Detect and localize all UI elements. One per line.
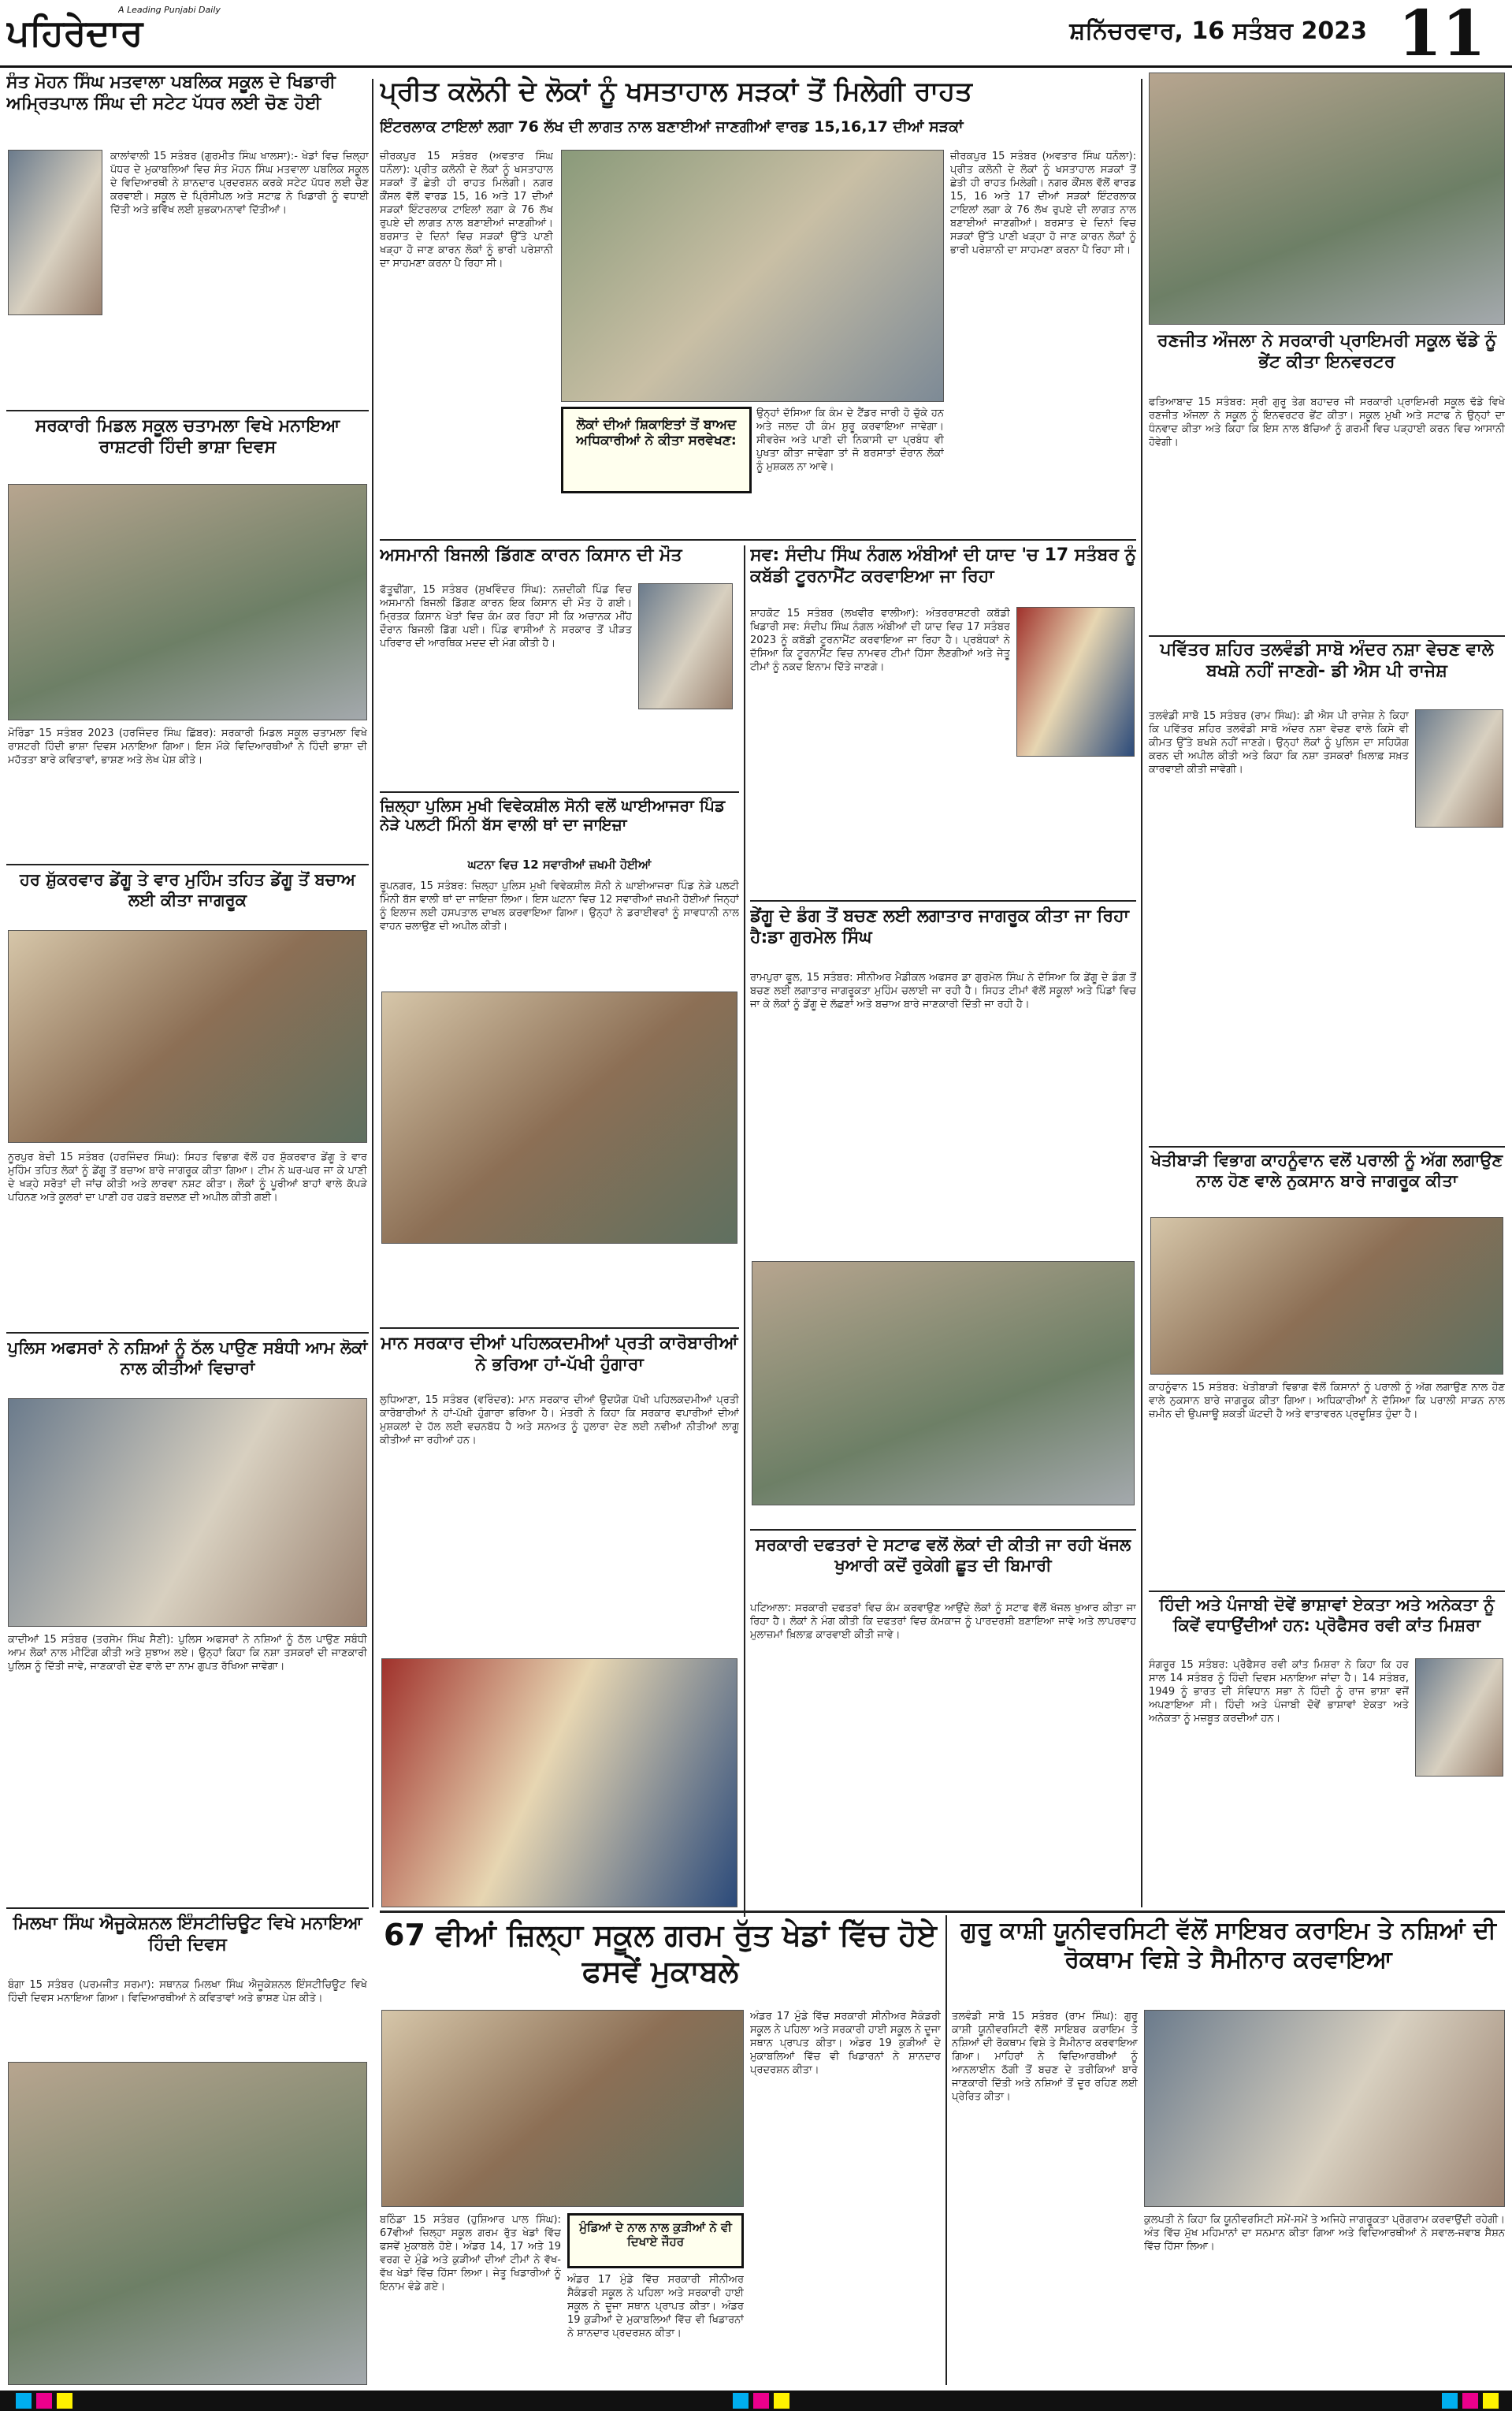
- magenta-registration-mark: [1462, 2393, 1478, 2409]
- article-body: ਫਤਿਆਬਾਦ 15 ਸਤੰਬਰ: ਸ੍ਰੀ ਗੁਰੂ ਤੇਗ ਬਹਾਦਰ ਜੀ ਸਰਕਾਰੀ ਪ੍ਰਾਇਮਰੀ ਸਕੂਲ ਢੱਡੇ ਵਿਖੇ ਰਣਜੀਤ ਔਜਲਾ ਨੇ ਸਕੂਲ ਨੂੰ ਇਨਵਰਟਰ ਭੇਂਟ ਕੀਤਾ। ਸਕੂਲ ਮੁਖੀ ਅਤੇ ਸਟਾਫ ਨੇ ਉਨ੍ਹਾਂ ਦਾ ਧੰਨਵਾਦ ਕੀਤਾ ਅਤੇ ਕਿਹਾ ਕਿ ਇਸ ਨਾਲ ਬੱਚਿਆਂ ਨੂੰ ਗਰਮੀ ਵਿਚ ਪੜ੍ਹਾਈ ਕਰਨ ਵਿਚ ਆਸਾਨੀ ਹੋਵੇਗੀ।: [1149, 396, 1505, 448]
- article-body: ਤਲਵੰਡੀ ਸਾਬੋ 15 ਸਤੰਬਰ (ਰਾਮ ਸਿੰਘ): ਡੀ ਐਸ ਪੀ ਰਾਜੇਸ਼ ਨੇ ਕਿਹਾ ਕਿ ਪਵਿੱਤਰ ਸ਼ਹਿਰ ਤਲਵੰਡੀ ਸਾਬੋ ਅੰਦਰ ਨਸ਼ਾ ਵੇਚਣ ਵਾਲੇ ਕਿਸੇ ਵੀ ਕੀਮਤ ਉੱਤੇ ਬਖਸ਼ੇ ਨਹੀਂ ਜਾਣਗੇ। ਉਨ੍ਹਾਂ ਲੋਕਾਂ ਨੂੰ ਪੁਲਿਸ ਦਾ ਸਹਿਯੋਗ ਕਰਨ ਦੀ ਅਪੀਲ ਕੀਤੀ ਅਤੇ ਕਿਹਾ ਕਿ ਨਸ਼ਾ ਤਸਕਰਾਂ ਖ਼ਿਲਾਫ਼ ਸਖ਼ਤ ਕਾਰਵਾਈ ਕੀਤੀ ਜਾਵੇਗੀ।: [1149, 710, 1409, 776]
- police-meeting-photo: [8, 1398, 367, 1627]
- divider: [380, 1327, 739, 1329]
- yellow-registration-mark: [57, 2393, 72, 2409]
- seminar-photo: [1144, 2010, 1505, 2207]
- article-body: ਮੋਰਿੰਡਾ 15 ਸਤੰਬਰ 2023 (ਹਰਜਿੰਦਰ ਸਿੰਘ ਛਿੱਬਰ): ਸਰਕਾਰੀ ਮਿਡਲ ਸਕੂਲ ਚਤਾਮਲਾ ਵਿਖੇ ਰਾਸ਼ਟਰੀ ਹਿੰਦੀ ਭਾਸ਼ਾ ਦਿਵਸ ਮਨਾਇਆ ਗਿਆ। ਇਸ ਮੌਕੇ ਵਿਦਿਆਰਥੀਆਂ ਨੇ ਹਿੰਦੀ ਭਾਸ਼ਾ ਦੀ ਮਹੱਤਤਾ ਬਾਰੇ ਕਵਿਤਾਵਾਂ, ਭਾਸ਼ਣ ਅਤੇ ਲੇਖ ਪੇਸ਼ ਕੀਤੇ।: [8, 727, 367, 766]
- pull-quote: ਲੋਕਾਂ ਦੀਆਂ ਸ਼ਿਕਾਇਤਾਂ ਤੋਂ ਬਾਅਦ ਅਧਿਕਾਰੀਆਂ ਨੇ ਕੀਤਾ ਸਰਵੇਖਣ:: [561, 407, 752, 493]
- article-headline: ਸਵ: ਸੰਦੀਪ ਸਿੰਘ ਨੰਗਲ ਅੰਬੀਆਂ ਦੀ ਯਾਦ 'ਚ 17 ਸਤੰਬਰ ਨੂੰ ਕਬੱਡੀ ਟੂਰਨਾਮੈਂਟ ਕਰਵਾਇਆ ਜਾ ਰਿਹਾ: [750, 545, 1136, 586]
- cyan-registration-mark: [1442, 2393, 1458, 2409]
- article-headline: ਪੁਲਿਸ ਅਫਸਰਾਂ ਨੇ ਨਸ਼ਿਆਂ ਨੂੰ ਠੱਲ ਪਾਉਣ ਸਬੰਧੀ ਆਮ ਲੋਕਾਂ ਨਾਲ ਕੀਤੀਆਂ ਵਿਚਾਰਾਂ: [7, 1338, 368, 1378]
- newspaper-logo: ਪਹਿਰੇਦਾਰ: [6, 11, 143, 54]
- magenta-registration-mark: [36, 2393, 52, 2409]
- divider: [380, 791, 739, 793]
- farmer-portrait-photo: [638, 583, 733, 709]
- article-headline: ਮਿਲਖਾ ਸਿੰਘ ਐਜੂਕੇਸ਼ਨਲ ਇੰਸਟੀਚਿਊਟ ਵਿਖੇ ਮਨਾਇਆ ਹਿੰਦੀ ਦਿਵਸ: [13, 1914, 362, 1955]
- article-body: ਅੰਡਰ 17 ਮੁੰਡੇ ਵਿੱਚ ਸਰਕਾਰੀ ਸੀਨੀਅਰ ਸੈਕੰਡਰੀ ਸਕੂਲ ਨੇ ਪਹਿਲਾ ਅਤੇ ਸਰਕਾਰੀ ਹਾਈ ਸਕੂਲ ਨੇ ਦੂਜਾ ਸਥਾਨ ਪ੍ਰਾਪਤ ਕੀਤਾ। ਅੰਡਰ 19 ਕੁੜੀਆਂ ਦੇ ਮੁਕਾਬਲਿਆਂ ਵਿੱਚ ਵੀ ਖਿਡਾਰਨਾਂ ਨੇ ਸ਼ਾਨਦਾਰ ਪ੍ਰਦਰਸ਼ਨ ਕੀਤਾ।: [750, 2011, 941, 2076]
- article-headline: ਖੇਤੀਬਾੜੀ ਵਿਭਾਗ ਕਾਹਨੂੰਵਾਨ ਵਲੋਂ ਪਰਾਲੀ ਨੂੰ ਅੱਗ ਲਗਾਉਣ ਨਾਲ ਹੋਣ ਵਾਲੇ ਨੁਕਸਾਨ ਬਾਰੇ ਜਾਗਰੂਕ ਕੀਤਾ: [1150, 1151, 1503, 1190]
- column-rule: [744, 545, 745, 1917]
- article-body: ਕਾਹਨੂੰਵਾਨ 15 ਸਤੰਬਰ: ਖੇਤੀਬਾੜੀ ਵਿਭਾਗ ਵੱਲੋਂ ਕਿਸਾਨਾਂ ਨੂੰ ਪਰਾਲੀ ਨੂੰ ਅੱਗ ਲਗਾਉਣ ਨਾਲ ਹੋਣ ਵਾਲੇ ਨੁਕਸਾਨ ਬਾਰੇ ਜਾਗਰੂਕ ਕੀਤਾ ਗਿਆ। ਅਧਿਕਾਰੀਆਂ ਨੇ ਦੱਸਿਆ ਕਿ ਪਰਾਲੀ ਸਾੜਨ ਨਾਲ ਜ਼ਮੀਨ ਦੀ ਉਪਜਾਊ ਸ਼ਕਤੀ ਘੱਟਦੀ ਹੈ ਅਤੇ ਵਾਤਾਵਰਨ ਪ੍ਰਦੂਸ਼ਿਤ ਹੁੰਦਾ ਹੈ।: [1149, 1382, 1505, 1420]
- kabaddi-player-photo: [1016, 607, 1135, 757]
- divider: [1149, 1591, 1505, 1592]
- article-subheadline: ਘਟਨਾ ਵਿਚ 12 ਸਵਾਰੀਆਂ ਜ਼ਖਮੀ ਹੋਈਆਂ: [467, 858, 652, 872]
- article-body: ਕੁਲਪਤੀ ਨੇ ਕਿਹਾ ਕਿ ਯੂਨੀਵਰਸਿਟੀ ਸਮੇਂ-ਸਮੇਂ ਤੇ ਅਜਿਹੇ ਜਾਗਰੂਕਤਾ ਪ੍ਰੋਗਰਾਮ ਕਰਵਾਉਂਦੀ ਰਹੇਗੀ। ਅੰਤ ਵਿੱਚ ਮੁੱਖ ਮਹਿਮਾਨਾਂ ਦਾ ਸਨਮਾਨ ਕੀਤਾ ਗਿਆ ਅਤੇ ਵਿਦਿਆਰਥੀਆਂ ਨੇ ਸਵਾਲ-ਜਵਾਬ ਸੈਸ਼ਨ ਵਿੱਚ ਹਿੱਸਾ ਲਿਆ।: [1144, 2214, 1505, 2253]
- article-body: ਕਾਦੀਆਂ 15 ਸਤੰਬਰ (ਤਰਸੇਮ ਸਿੰਘ ਸੈਣੀ): ਪੁਲਿਸ ਅਫਸਰਾਂ ਨੇ ਨਸ਼ਿਆਂ ਨੂੰ ਠੱਲ ਪਾਉਣ ਸਬੰਧੀ ਆਮ ਲੋਕਾਂ ਨਾਲ ਮੀਟਿੰਗ ਕੀਤੀ ਅਤੇ ਸੁਝਾਅ ਲਏ। ਉਨ੍ਹਾਂ ਕਿਹਾ ਕਿ ਨਸ਼ਾ ਤਸਕਰਾਂ ਦੀ ਜਾਣਕਾਰੀ ਪੁਲਿਸ ਨੂੰ ਦਿੱਤੀ ਜਾਵੇ, ਜਾਣਕਾਰੀ ਦੇਣ ਵਾਲੇ ਦਾ ਨਾਮ ਗੁਪਤ ਰੱਖਿਆ ਜਾਵੇਗਾ।: [8, 1634, 367, 1672]
- divider: [750, 900, 1136, 902]
- divider: [6, 864, 369, 865]
- divider: [380, 1911, 1505, 1913]
- dsp-portrait-photo: [1415, 709, 1503, 828]
- article-headline: ਅਸਮਾਨੀ ਬਿਜਲੀ ਡਿੱਗਣ ਕਾਰਨ ਕਿਸਾਨ ਦੀ ਮੌਤ: [380, 545, 682, 565]
- article-body: ਜ਼ੀਰਕਪੁਰ 15 ਸਤੰਬਰ (ਅਵਤਾਰ ਸਿੰਘ ਧਨੌਲਾ): ਪ੍ਰੀਤ ਕਲੋਨੀ ਦੇ ਲੋਕਾਂ ਨੂੰ ਖਸਤਾਹਾਲ ਸੜਕਾਂ ਤੋਂ ਛੇਤੀ ਹੀ ਰਾਹਤ ਮਿਲੇਗੀ। ਨਗਰ ਕੌਂਸਲ ਵੱਲੋਂ ਵਾਰਡ 15, 16 ਅਤੇ 17 ਦੀਆਂ ਸੜਕਾਂ ਇੰਟਰਲਾਕ ਟਾਇਲਾਂ ਲਗਾ ਕੇ 76 ਲੱਖ ਰੁਪਏ ਦੀ ਲਾਗਤ ਨਾਲ ਬਣਾਈਆਂ ਜਾਣਗੀਆਂ। ਬਰਸਾਤ ਦੇ ਦਿਨਾਂ ਵਿਚ ਸੜਕਾਂ ਉੱਤੇ ਪਾਣੀ ਖੜ੍ਹਾ ਹੋ ਜਾਣ ਕਾਰਨ ਲੋਕਾਂ ਨੂੰ ਭਾਰੀ ਪਰੇਸ਼ਾਨੀ ਦਾ ਸਾਹਮਣਾ ਕਰਨਾ ਪੈ ਰਿਹਾ ਸੀ।: [950, 151, 1136, 256]
- issue-date: ਸ਼ਨਿੱਚਰਵਾਰ, 16 ਸਤੰਬਰ 2023: [1069, 17, 1367, 45]
- article-body: ਸੰਗਰੂਰ 15 ਸਤੰਬਰ: ਪ੍ਰੋਫੈਸਰ ਰਵੀ ਕਾਂਤ ਮਿਸ਼ਰਾ ਨੇ ਕਿਹਾ ਕਿ ਹਰ ਸਾਲ 14 ਸਤੰਬਰ ਨੂੰ ਹਿੰਦੀ ਦਿਵਸ ਮਨਾਇਆ ਜਾਂਦਾ ਹੈ। 14 ਸਤੰਬਰ, 1949 ਨੂੰ ਭਾਰਤ ਦੀ ਸੰਵਿਧਾਨ ਸਭਾ ਨੇ ਹਿੰਦੀ ਨੂੰ ਰਾਜ ਭਾਸ਼ਾ ਵਜੋਂ ਅਪਣਾਇਆ ਸੀ। ਹਿੰਦੀ ਅਤੇ ਪੰਜਾਬੀ ਦੋਵੇਂ ਭਾਸ਼ਾਵਾਂ ਏਕਤਾ ਅਤੇ ਅਨੇਕਤਾ ਨੂੰ ਮਜ਼ਬੂਤ ਕਰਦੀਆਂ ਹਨ।: [1149, 1659, 1409, 1725]
- divider: [1149, 635, 1505, 637]
- article-body: ਅੰਡਰ 17 ਮੁੰਡੇ ਵਿੱਚ ਸਰਕਾਰੀ ਸੀਨੀਅਰ ਸੈਕੰਡਰੀ ਸਕੂਲ ਨੇ ਪਹਿਲਾ ਅਤੇ ਸਰਕਾਰੀ ਹਾਈ ਸਕੂਲ ਨੇ ਦੂਜਾ ਸਥਾਨ ਪ੍ਰਾਪਤ ਕੀਤਾ। ਅੰਡਰ 19 ਕੁੜੀਆਂ ਦੇ ਮੁਕਾਬਲਿਆਂ ਵਿੱਚ ਵੀ ਖਿਡਾਰਨਾਂ ਨੇ ਸ਼ਾਨਦਾਰ ਪ੍ਰਦਰਸ਼ਨ ਕੀਤਾ।: [567, 2274, 744, 2339]
- article-body: ਤਲਵੰਡੀ ਸਾਬੋ 15 ਸਤੰਬਰ (ਰਾਮ ਸਿੰਘ): ਗੁਰੂ ਕਾਸ਼ੀ ਯੂਨੀਵਰਸਿਟੀ ਵੱਲੋਂ ਸਾਇਬਰ ਕਰਾਇਮ ਤੇ ਨਸ਼ਿਆਂ ਦੀ ਰੋਕਥਾਮ ਵਿਸ਼ੇ ਤੇ ਸੈਮੀਨਾਰ ਕਰਵਾਇਆ ਗਿਆ। ਮਾਹਿਰਾਂ ਨੇ ਵਿਦਿਆਰਥੀਆਂ ਨੂੰ ਆਨਲਾਈਨ ਠੱਗੀ ਤੋਂ ਬਚਣ ਦੇ ਤਰੀਕਿਆਂ ਬਾਰੇ ਜਾਣਕਾਰੀ ਦਿੱਤੀ ਅਤੇ ਨਸ਼ਿਆਂ ਤੋਂ ਦੂਰ ਰਹਿਣ ਲਈ ਪ੍ਰੇਰਿਤ ਕੀਤਾ।: [952, 2011, 1138, 2103]
- article-body: ਪਟਿਆਲਾ: ਸਰਕਾਰੀ ਦਫਤਰਾਂ ਵਿਚ ਕੰਮ ਕਰਵਾਉਣ ਆਉਂਦੇ ਲੋਕਾਂ ਨੂੰ ਸਟਾਫ ਵੱਲੋਂ ਖੱਜਲ ਖੁਆਰ ਕੀਤਾ ਜਾ ਰਿਹਾ ਹੈ। ਲੋਕਾਂ ਨੇ ਮੰਗ ਕੀਤੀ ਕਿ ਦਫਤਰਾਂ ਵਿਚ ਕੰਮਕਾਜ ਨੂੰ ਪਾਰਦਰਸ਼ੀ ਬਣਾਇਆ ਜਾਵੇ ਅਤੇ ਲਾਪਰਵਾਹ ਮੁਲਾਜ਼ਮਾਂ ਖ਼ਿਲਾਫ਼ ਕਾਰਵਾਈ ਕੀਤੀ ਜਾਵੇ।: [750, 1602, 1136, 1641]
- divider: [1149, 1146, 1505, 1148]
- article-headline: ਰਣਜੀਤ ਔਜਲਾ ਨੇ ਸਰਕਾਰੀ ਪ੍ਰਾਇਮਰੀ ਸਕੂਲ ਢੱਡੇ ਨੂੰ ਭੇਂਟ ਕੀਤਾ ਇਨਵਰਟਰ: [1157, 331, 1497, 372]
- magenta-registration-mark: [753, 2393, 769, 2409]
- divider: [6, 1907, 369, 1909]
- article-body: ਬੰਗਾ 15 ਸਤੰਬਰ (ਪਰਮਜੀਤ ਸਰਮਾ): ਸਥਾਨਕ ਮਿਲਖਾ ਸਿੰਘ ਐਜੂਕੇਸ਼ਨਲ ਇੰਸਟੀਚਿਊਟ ਵਿਖੇ ਹਿੰਦੀ ਦਿਵਸ ਮਨਾਇਆ ਗਿਆ। ਵਿਦਿਆਰਥੀਆਂ ਨੇ ਕਵਿਤਾਵਾਂ ਅਤੇ ਭਾਸ਼ਣ ਪੇਸ਼ ਕੀਤੇ।: [8, 1979, 367, 2004]
- article-headline: ਡੇਂਗੂ ਦੇ ਡੰਗ ਤੋਂ ਬਚਣ ਲਈ ਲਗਾਤਾਰ ਜਾਗਰੂਕ ਕੀਤਾ ਜਾ ਰਿਹਾ ਹੈ:ਡਾ ਗੁਰਮੇਲ ਸਿੰਘ: [750, 906, 1129, 947]
- divider: [6, 1332, 369, 1334]
- divider: [6, 410, 369, 411]
- cyan-registration-mark: [733, 2393, 749, 2409]
- article-headline: ਗੁਰੂ ਕਾਸ਼ੀ ਯੂਨੀਵਰਸਿਟੀ ਵੱਲੋਂ ਸਾਇਬਰ ਕਰਾਇਮ ਤੇ ਨਸ਼ਿਆਂ ਦੀ ਰੋਕਥਾਮ ਵਿਸ਼ੇ ਤੇ ਸੈਮੀਨਾਰ ਕਰਵਾਇਆ: [960, 1917, 1496, 1974]
- article-headline: ਹਰ ਸ਼ੁੱਕਰਵਾਰ ਡੇਂਗੂ ਤੇ ਵਾਰ ਮੁਹਿੰਮ ਤਹਿਤ ਡੇਂਗੂ ਤੋਂ ਬਚਾਅ ਲਈ ਕੀਤਾ ਜਾਗਰੂਕ: [20, 870, 355, 910]
- article-body: ਨੂਰਪੁਰ ਬੇਦੀ 15 ਸਤੰਬਰ (ਹਰਜਿੰਦਰ ਸਿੰਘ): ਸਿਹਤ ਵਿਭਾਗ ਵੱਲੋਂ ਹਰ ਸ਼ੁੱਕਰਵਾਰ ਡੇਂਗੂ ਤੇ ਵਾਰ ਮੁਹਿੰਮ ਤਹਿਤ ਲੋਕਾਂ ਨੂੰ ਡੇਂਗੂ ਤੋਂ ਬਚਾਅ ਬਾਰੇ ਜਾਗਰੂਕ ਕੀਤਾ ਗਿਆ। ਟੀਮ ਨੇ ਘਰ-ਘਰ ਜਾ ਕੇ ਪਾਣੀ ਦੇ ਖੜ੍ਹੇ ਸਰੋਤਾਂ ਦੀ ਜਾਂਚ ਕੀਤੀ ਅਤੇ ਲਾਰਵਾ ਨਸ਼ਟ ਕੀਤਾ। ਲੋਕਾਂ ਨੂੰ ਪੂਰੀਆਂ ਬਾਹਾਂ ਵਾਲੇ ਕੱਪੜੇ ਪਹਿਨਣ ਅਤੇ ਕੂਲਰਾਂ ਦਾ ਪਾਣੀ ਹਰ ਹਫ਼ਤੇ ਬਦਲਣ ਦੀ ਅਪੀਲ ਕੀਤੀ ਗਈ।: [8, 1152, 367, 1204]
- awareness-campaign-photo: [8, 930, 367, 1143]
- article-headline: ਪਵਿੱਤਰ ਸ਼ਹਿਰ ਤਲਵੰਡੀ ਸਾਬੋ ਅੰਦਰ ਨਸ਼ਾ ਵੇਚਣ ਵਾਲੇ ਬਖਸ਼ੇ ਨਹੀਂ ਜਾਣਗੇ- ਡੀ ਐਸ ਪੀ ਰਾਜੇਸ਼: [1160, 640, 1494, 681]
- article-body: ਸ਼ਾਹਕੋਟ 15 ਸਤੰਬਰ (ਲਖਵੀਰ ਵਾਲੀਆ): ਅੰਤਰਰਾਸ਼ਟਰੀ ਕਬੱਡੀ ਖਿਡਾਰੀ ਸਵ: ਸੰਦੀਪ ਸਿੰਘ ਨੰਗਲ ਅੰਬੀਆਂ ਦੀ ਯਾਦ ਵਿਚ 17 ਸਤੰਬਰ 2023 ਨੂੰ ਕਬੱਡੀ ਟੂਰਨਾਮੈਂਟ ਕਰਵਾਇਆ ਜਾ ਰਿਹਾ ਹੈ। ਪ੍ਰਬੰਧਕਾਂ ਨੇ ਦੱਸਿਆ ਕਿ ਟੂਰਨਾਮੈਂਟ ਵਿਚ ਨਾਮਵਰ ਟੀਮਾਂ ਹਿੱਸਾ ਲੈਣਗੀਆਂ ਅਤੇ ਜੇਤੂ ਟੀਮਾਂ ਨੂੰ ਨਕਦ ਇਨਾਮ ਦਿੱਤੇ ਜਾਣਗੇ।: [750, 608, 1010, 673]
- classroom-photo: [8, 2062, 367, 2385]
- column-rule: [372, 79, 373, 1907]
- cyan-registration-mark: [16, 2393, 32, 2409]
- article-headline: 67 ਵੀਆਂ ਜ਼ਿਲ੍ਹਾ ਸਕੂਲ ਗਰਮ ਰੁੱਤ ਖੇਡਾਂ ਵਿੱਚ ਹੋਏ ਫਸਵੇਂ ਮੁਕਾਬਲੇ: [384, 1918, 937, 1989]
- tagline: A Leading Punjabi Daily: [118, 5, 221, 15]
- agriculture-dept-photo: [1150, 1217, 1503, 1375]
- masthead: [0, 0, 1512, 68]
- lead-headline: ਪ੍ਰੀਤ ਕਲੋਨੀ ਦੇ ਲੋਕਾਂ ਨੂੰ ਖਸਤਾਹਾਲ ਸੜਕਾਂ ਤੋਂ ਮਿਲੇਗੀ ਰਾਹਤ: [380, 76, 972, 107]
- school-children-photo: [8, 484, 367, 720]
- article-body: ਜ਼ੀਰਕਪੁਰ 15 ਸਤੰਬਰ (ਅਵਤਾਰ ਸਿੰਘ ਧਨੌਲਾ): ਪ੍ਰੀਤ ਕਲੋਨੀ ਦੇ ਲੋਕਾਂ ਨੂੰ ਖਸਤਾਹਾਲ ਸੜਕਾਂ ਤੋਂ ਛੇਤੀ ਹੀ ਰਾਹਤ ਮਿਲੇਗੀ। ਨਗਰ ਕੌਂਸਲ ਵੱਲੋਂ ਵਾਰਡ 15, 16 ਅਤੇ 17 ਦੀਆਂ ਸੜਕਾਂ ਇੰਟਰਲਾਕ ਟਾਇਲਾਂ ਲਗਾ ਕੇ 76 ਲੱਖ ਰੁਪਏ ਦੀ ਲਾਗਤ ਨਾਲ ਬਣਾਈਆਂ ਜਾਣਗੀਆਂ। ਬਰਸਾਤ ਦੇ ਦਿਨਾਂ ਵਿਚ ਸੜਕਾਂ ਉੱਤੇ ਪਾਣੀ ਖੜ੍ਹਾ ਹੋ ਜਾਣ ਕਾਰਨ ਲੋਕਾਂ ਨੂੰ ਭਾਰੀ ਪਰੇਸ਼ਾਨੀ ਦਾ ਸਾਹਮਣਾ ਕਰਨਾ ਪੈ ਰਿਹਾ ਸੀ।: [380, 151, 553, 270]
- lead-subheadline: ਇੰਟਰਲਾਕ ਟਾਇਲਾਂ ਲਗਾ 76 ਲੱਖ ਦੀ ਲਾਗਤ ਨਾਲ ਬਣਾਈਆਂ ਜਾਣਗੀਆਂ ਵਾਰਡ 15,16,17 ਦੀਆਂ ਸੜਕਾਂ: [380, 118, 964, 136]
- article-body: ਉਨ੍ਹਾਂ ਦੱਸਿਆ ਕਿ ਕੰਮ ਦੇ ਟੈਂਡਰ ਜਾਰੀ ਹੋ ਚੁੱਕੇ ਹਨ ਅਤੇ ਜਲਦ ਹੀ ਕੰਮ ਸ਼ੁਰੂ ਕਰਵਾਇਆ ਜਾਵੇਗਾ। ਸੀਵਰੇਜ ਅਤੇ ਪਾਣੀ ਦੀ ਨਿਕਾਸੀ ਦਾ ਪ੍ਰਬੰਧ ਵੀ ਪੁਖਤਾ ਕੀਤਾ ਜਾਵੇਗਾ ਤਾਂ ਜੋ ਬਰਸਾਤਾਂ ਦੌਰਾਨ ਲੋਕਾਂ ਨੂੰ ਮੁਸ਼ਕਲ ਨਾ ਆਵੇ।: [756, 407, 944, 473]
- bus-accident-photo: [381, 992, 737, 1244]
- article-body: ਬਠਿੰਡਾ 15 ਸਤੰਬਰ (ਹੁਸ਼ਿਆਰ ਪਾਲ ਸਿੰਘ): 67ਵੀਆਂ ਜ਼ਿਲ੍ਹਾ ਸਕੂਲ ਗਰਮ ਰੁੱਤ ਖੇਡਾਂ ਵਿੱਚ ਫਸਵੇਂ ਮੁਕਾਬਲੇ ਹੋਏ। ਅੰਡਰ 14, 17 ਅਤੇ 19 ਵਰਗ ਦੇ ਮੁੰਡੇ ਅਤੇ ਕੁੜੀਆਂ ਦੀਆਂ ਟੀਮਾਂ ਨੇ ਵੱਖ-ਵੱਖ ਖੇਡਾਂ ਵਿੱਚ ਹਿੱਸਾ ਲਿਆ। ਜੇਤੂ ਖਿਡਾਰੀਆਂ ਨੂੰ ਇਨਾਮ ਵੰਡੇ ਗਏ।: [380, 2214, 561, 2293]
- article-headline: ਸਰਕਾਰੀ ਮਿਡਲ ਸਕੂਲ ਚਤਾਮਲਾ ਵਿਖੇ ਮਨਾਇਆ ਰਾਸ਼ਟਰੀ ਹਿੰਦੀ ਭਾਸ਼ਾ ਦਿਵਸ: [35, 416, 340, 457]
- divider: [380, 539, 1136, 541]
- business-meeting-photo: [381, 1658, 737, 1907]
- article-headline: ਜ਼ਿਲ੍ਹਾ ਪੁਲਿਸ ਮੁਖੀ ਵਿਵੇਕਸ਼ੀਲ ਸੋਨੀ ਵਲੋਂ ਘਾਈਆਜਰਾ ਪਿੰਡ ਨੇੜੇ ਪਲਟੀ ਮਿੰਨੀ ਬੱਸ ਵਾਲੀ ਥਾਂ ਦਾ ਜਾਇਜ਼ਾ: [380, 796, 726, 835]
- column-rule: [1141, 79, 1142, 1907]
- professor-portrait-photo: [1415, 1658, 1503, 1777]
- pull-quote: ਮੁੰਡਿਆਂ ਦੇ ਨਾਲ ਨਾਲ ਕੁੜੀਆਂ ਨੇ ਵੀ ਦਿਖਾਏ ਜੌਹਰ: [567, 2213, 744, 2268]
- column-rule: [945, 1915, 947, 2385]
- page-number: 11: [1398, 0, 1486, 66]
- article-headline: ਸਰਕਾਰੀ ਦਫਤਰਾਂ ਦੇ ਸਟਾਫ ਵਲੋਂ ਲੋਕਾਂ ਦੀ ਕੀਤੀ ਜਾ ਰਹੀ ਖੱਜਲ ਖੁਆਰੀ ਕਦੋਂ ਰੁਕੇਗੀ ਛੂਤ ਦੀ ਬਿਮਾਰੀ: [755, 1535, 1131, 1575]
- article-body: ਰੂਪਨਗਰ, 15 ਸਤੰਬਰ: ਜ਼ਿਲ੍ਹਾ ਪੁਲਿਸ ਮੁਖੀ ਵਿਵੇਕਸ਼ੀਲ ਸੋਨੀ ਨੇ ਘਾਈਆਜਰਾ ਪਿੰਡ ਨੇੜੇ ਪਲਟੀ ਮਿੰਨੀ ਬੱਸ ਵਾਲੀ ਥਾਂ ਦਾ ਜਾਇਜ਼ਾ ਲਿਆ। ਇਸ ਘਟਨਾ ਵਿਚ 12 ਸਵਾਰੀਆਂ ਜ਼ਖਮੀ ਹੋਈਆਂ ਜਿਨ੍ਹਾਂ ਨੂੰ ਇਲਾਜ ਲਈ ਹਸਪਤਾਲ ਦਾਖਲ ਕਰਵਾਇਆ ਗਿਆ। ਉਨ੍ਹਾਂ ਨੇ ਡਰਾਈਵਰਾਂ ਨੂੰ ਸਾਵਧਾਨੀ ਨਾਲ ਵਾਹਨ ਚਲਾਉਣ ਦੀ ਅਪੀਲ ਕੀਤੀ।: [380, 880, 739, 932]
- yellow-registration-mark: [774, 2393, 789, 2409]
- dengue-awareness-photo: [752, 1261, 1135, 1505]
- school-inverter-photo: [1149, 73, 1505, 325]
- article-headline: ਹਿੰਦੀ ਅਤੇ ਪੰਜਾਬੀ ਦੋਵੇਂ ਭਾਸ਼ਾਵਾਂ ਏਕਤਾ ਅਤੇ ਅਨੇਕਤਾ ਨੂੰ ਕਿਵੇਂ ਵਧਾਉਂਦੀਆਂ ਹਨ: ਪ੍ਰੋਫੈਸਰ ਰਵੀ ਕਾਂਤ ਮਿਸ਼ਰਾ: [1159, 1595, 1495, 1635]
- student-photo: [8, 150, 102, 315]
- article-body: ਕਾਲਾਂਵਾਲੀ 15 ਸਤੰਬਰ (ਗੁਰਮੀਤ ਸਿੰਘ ਖਾਲਸਾ):- ਖੇਡਾਂ ਵਿਚ ਜ਼ਿਲ੍ਹਾ ਪੱਧਰ ਦੇ ਮੁਕਾਬਲਿਆਂ ਵਿਚ ਸੰਤ ਮੋਹਨ ਸਿੰਘ ਮਤਵਾਲਾ ਪਬਲਿਕ ਸਕੂਲ ਦੇ ਵਿਦਿਆਰਥੀ ਨੇ ਸ਼ਾਨਦਾਰ ਪ੍ਰਦਰਸ਼ਨ ਕਰਕੇ ਸਟੇਟ ਪੱਧਰ ਲਈ ਚੋਣ ਕਰਵਾਈ। ਸਕੂਲ ਦੇ ਪ੍ਰਿੰਸੀਪਲ ਅਤੇ ਸਟਾਫ਼ ਨੇ ਖਿਡਾਰੀ ਨੂੰ ਵਧਾਈ ਦਿੱਤੀ ਅਤੇ ਭਵਿੱਖ ਲਈ ਸ਼ੁਭਕਾਮਨਾਵਾਂ ਦਿੱਤੀਆਂ।: [110, 151, 369, 216]
- divider: [750, 1529, 1136, 1531]
- damaged-road-photo: [561, 150, 944, 402]
- sports-event-photo: [381, 2010, 744, 2207]
- article-body: ਲੁਧਿਆਣਾ, 15 ਸਤੰਬਰ (ਵਰਿੰਦਰ): ਮਾਨ ਸਰਕਾਰ ਦੀਆਂ ਉਦਯੋਗ ਪੱਖੀ ਪਹਿਲਕਦਮੀਆਂ ਪ੍ਰਤੀ ਕਾਰੋਬਾਰੀਆਂ ਨੇ ਹਾਂ-ਪੱਖੀ ਹੁੰਗਾਰਾ ਭਰਿਆ ਹੈ। ਮੰਤਰੀ ਨੇ ਕਿਹਾ ਕਿ ਸਰਕਾਰ ਵਪਾਰੀਆਂ ਦੀਆਂ ਮੁਸ਼ਕਲਾਂ ਦੇ ਹੱਲ ਲਈ ਵਚਨਬੱਧ ਹੈ ਅਤੇ ਸਨਅਤ ਨੂੰ ਹੁਲਾਰਾ ਦੇਣ ਲਈ ਨਵੀਆਂ ਨੀਤੀਆਂ ਲਾਗੂ ਕੀਤੀਆਂ ਜਾ ਰਹੀਆਂ ਹਨ।: [380, 1394, 739, 1446]
- article-body: ਫੱਤੂਢੀਂਗਾ, 15 ਸਤੰਬਰ (ਸੁਖਵਿੰਦਰ ਸਿੰਘ): ਨਜ਼ਦੀਕੀ ਪਿੰਡ ਵਿਚ ਅਸਮਾਨੀ ਬਿਜਲੀ ਡਿੱਗਣ ਕਾਰਨ ਇਕ ਕਿਸਾਨ ਦੀ ਮੌਤ ਹੋ ਗਈ। ਮ੍ਰਿਤਕ ਕਿਸਾਨ ਖੇਤਾਂ ਵਿਚ ਕੰਮ ਕਰ ਰਿਹਾ ਸੀ ਕਿ ਅਚਾਨਕ ਮੀਂਹ ਦੌਰਾਨ ਬਿਜਲੀ ਡਿੱਗ ਪਈ। ਪਿੰਡ ਵਾਸੀਆਂ ਨੇ ਸਰਕਾਰ ਤੋਂ ਪੀੜਤ ਪਰਿਵਾਰ ਦੀ ਆਰਥਿਕ ਮਦਦ ਦੀ ਮੰਗ ਕੀਤੀ ਹੈ।: [380, 584, 632, 649]
- article-body: ਰਾਮਪੁਰਾ ਫੂਲ, 15 ਸਤੰਬਰ: ਸੀਨੀਅਰ ਮੈਡੀਕਲ ਅਫਸਰ ਡਾ ਗੁਰਮੇਲ ਸਿੰਘ ਨੇ ਦੱਸਿਆ ਕਿ ਡੇਂਗੂ ਦੇ ਡੰਗ ਤੋਂ ਬਚਣ ਲਈ ਲਗਾਤਾਰ ਜਾਗਰੂਕਤਾ ਮੁਹਿੰਮ ਚਲਾਈ ਜਾ ਰਹੀ ਹੈ। ਸਿਹਤ ਟੀਮਾਂ ਵੱਲੋਂ ਸਕੂਲਾਂ ਅਤੇ ਪਿੰਡਾਂ ਵਿਚ ਜਾ ਕੇ ਲੋਕਾਂ ਨੂੰ ਡੇਂਗੂ ਦੇ ਲੱਛਣਾਂ ਅਤੇ ਬਚਾਅ ਬਾਰੇ ਜਾਣਕਾਰੀ ਦਿੱਤੀ ਜਾ ਰਹੀ ਹੈ।: [750, 972, 1136, 1010]
- yellow-registration-mark: [1483, 2393, 1499, 2409]
- article-headline: ਮਾਨ ਸਰਕਾਰ ਦੀਆਂ ਪਹਿਲਕਦਮੀਆਂ ਪ੍ਰਤੀ ਕਾਰੋਬਾਰੀਆਂ ਨੇ ਭਰਿਆ ਹਾਂ-ਪੱਖੀ ਹੁੰਗਾਰਾ: [381, 1334, 738, 1375]
- article-headline: ਸੰਤ ਮੋਹਨ ਸਿੰਘ ਮਤਵਾਲਾ ਪਬਲਿਕ ਸਕੂਲ ਦੇ ਖਿਡਾਰੀ ਅਮ੍ਰਿਤਪਾਲ ਸਿੰਘ ਦੀ ਸਟੇਟ ਪੱਧਰ ਲਈ ਚੋਣ ਹੋਈ: [6, 73, 336, 113]
